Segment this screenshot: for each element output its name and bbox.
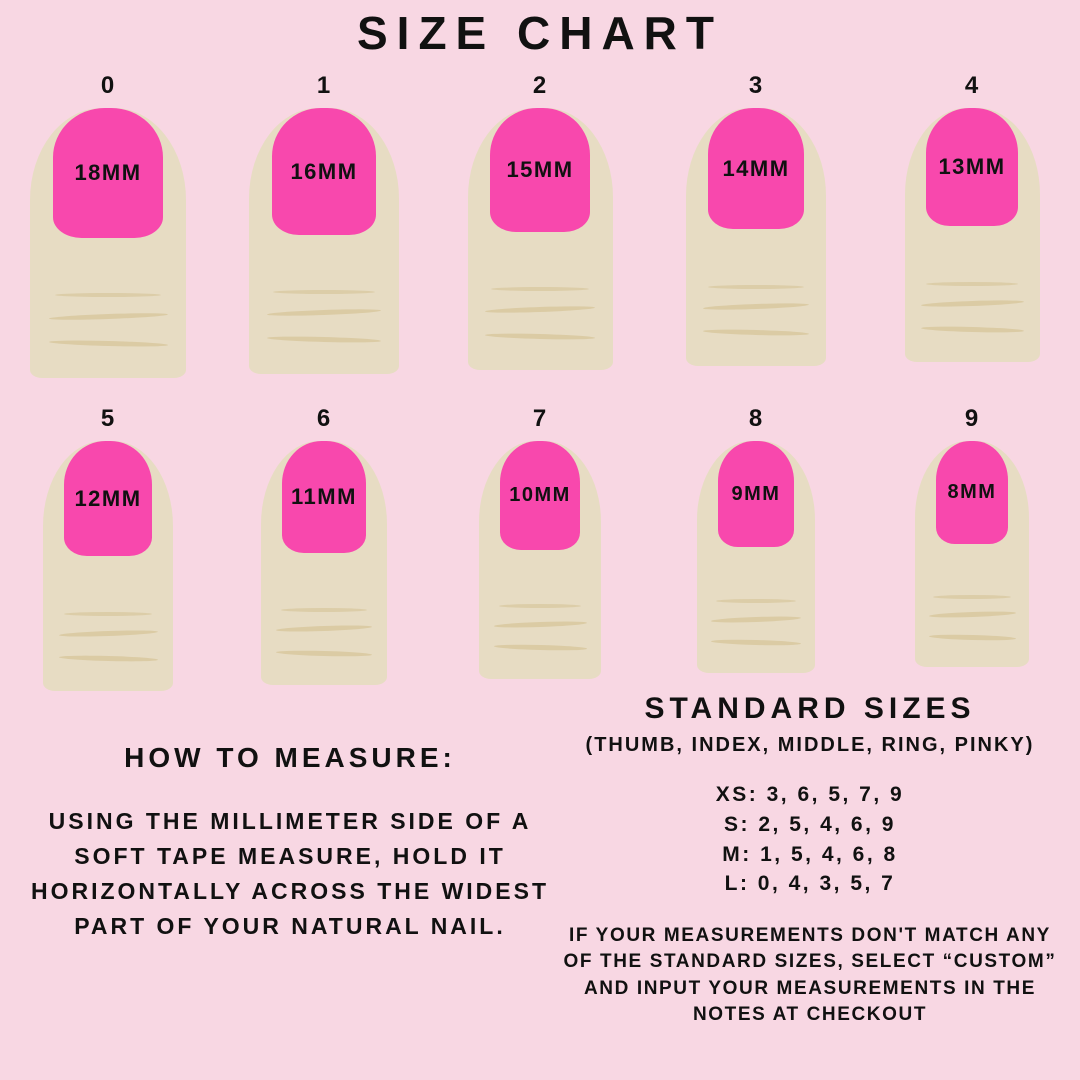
nail-width-label: 18MM [74,160,142,185]
nail-size-number: 3 [748,72,764,99]
nail-illustration [915,441,1029,667]
nail-size-number: 8 [748,405,764,432]
nail-illustration [905,108,1040,362]
nail-size-number: 6 [316,405,332,432]
standard-sizes-heading: STANDARD SIZES [644,692,976,725]
nail-plate [53,108,163,238]
nail-size-number: 9 [964,405,980,432]
knuckle-line [55,293,161,297]
nail-size-number: 0 [100,72,116,99]
nail-illustration [43,441,173,691]
nail-cell [648,405,864,691]
nail-plate [490,108,590,232]
nail-cell [864,405,1080,691]
knuckle-line [281,608,367,612]
standard-sizes-note: IF YOUR MEASUREMENTS DON'T MATCH ANY OF THE STANDARD SIZES, SELECT “CUSTOM” AND INPUT YOUR MEASUREMENTS IN THE NOTES AT CHECKOUT [563,925,1057,1025]
nail-size-number: 5 [100,405,116,432]
nail-cell [216,405,432,691]
nail-size-number: 4 [964,72,980,99]
standard-sizes-block [560,692,1060,1028]
nail-cell [0,72,216,378]
nail-plate [64,441,152,556]
page-title: SIZE CHART [357,7,723,59]
standard-sizes-list [560,780,1060,899]
how-to-measure-heading: HOW TO MEASURE: [124,742,456,773]
nail-plate [272,108,376,235]
nail-cell [864,72,1080,378]
nail-width-label: 14MM [722,155,790,181]
nail-size-number: 7 [532,405,548,432]
nail-plate [718,441,794,547]
nail-illustration [249,108,399,374]
nail-plate [936,441,1008,544]
nail-illustration [261,441,387,685]
nail-plate [282,441,366,553]
nail-plate [708,108,804,229]
nail-width-label: 15MM [506,157,574,182]
nail-width-label: 12MM [74,485,142,511]
nail-plate [926,108,1018,226]
nail-illustration [697,441,815,673]
knuckle-line [64,612,152,616]
knuckle-line [499,604,582,608]
standard-sizes-subheading: (THUMB, INDEX, MIDDLE, RING, PINKY) [585,734,1035,756]
nail-cell [216,72,432,378]
knuckle-line [708,285,803,289]
how-to-measure-body: USING THE MILLIMETER SIDE OF A SOFT TAPE MEASURE, HOLD IT HORIZONTALLY ACROSS THE WIDEST PART OF YOUR NATURAL NAIL. [30,808,550,939]
nail-cell [648,72,864,378]
standard-size-row: XS: 3, 6, 5, 7, 9 [715,783,905,806]
nail-plate [500,441,580,550]
nail-cell [432,405,648,691]
nail-width-label: 9MM [731,482,781,505]
standard-size-row: M: 1, 5, 4, 6, 8 [722,842,898,866]
knuckle-line [933,595,1011,599]
nail-width-label: 8MM [947,481,997,503]
nail-size-number: 2 [532,72,548,99]
nail-cell [432,72,648,378]
how-to-measure-block [30,742,550,944]
nail-size-number: 1 [316,72,332,99]
standard-size-row: L: 0, 4, 3, 5, 7 [724,872,896,896]
nail-width-label: 10MM [509,484,571,506]
nail-row-top [0,72,1080,378]
nail-illustration [30,108,186,378]
nail-cell [0,405,216,691]
nail-width-label: 11MM [291,484,357,509]
nail-width-label: 16MM [290,158,358,184]
knuckle-line [926,282,1018,286]
knuckle-line [273,290,375,294]
standard-size-row: S: 2, 5, 4, 6, 9 [724,812,896,836]
knuckle-line [716,599,796,603]
knuckle-line [491,287,590,291]
nail-illustration [479,441,601,679]
nail-width-label: 13MM [938,154,1006,179]
nail-illustration [468,108,613,370]
nail-row-bottom [0,405,1080,691]
nail-illustration [686,108,826,366]
